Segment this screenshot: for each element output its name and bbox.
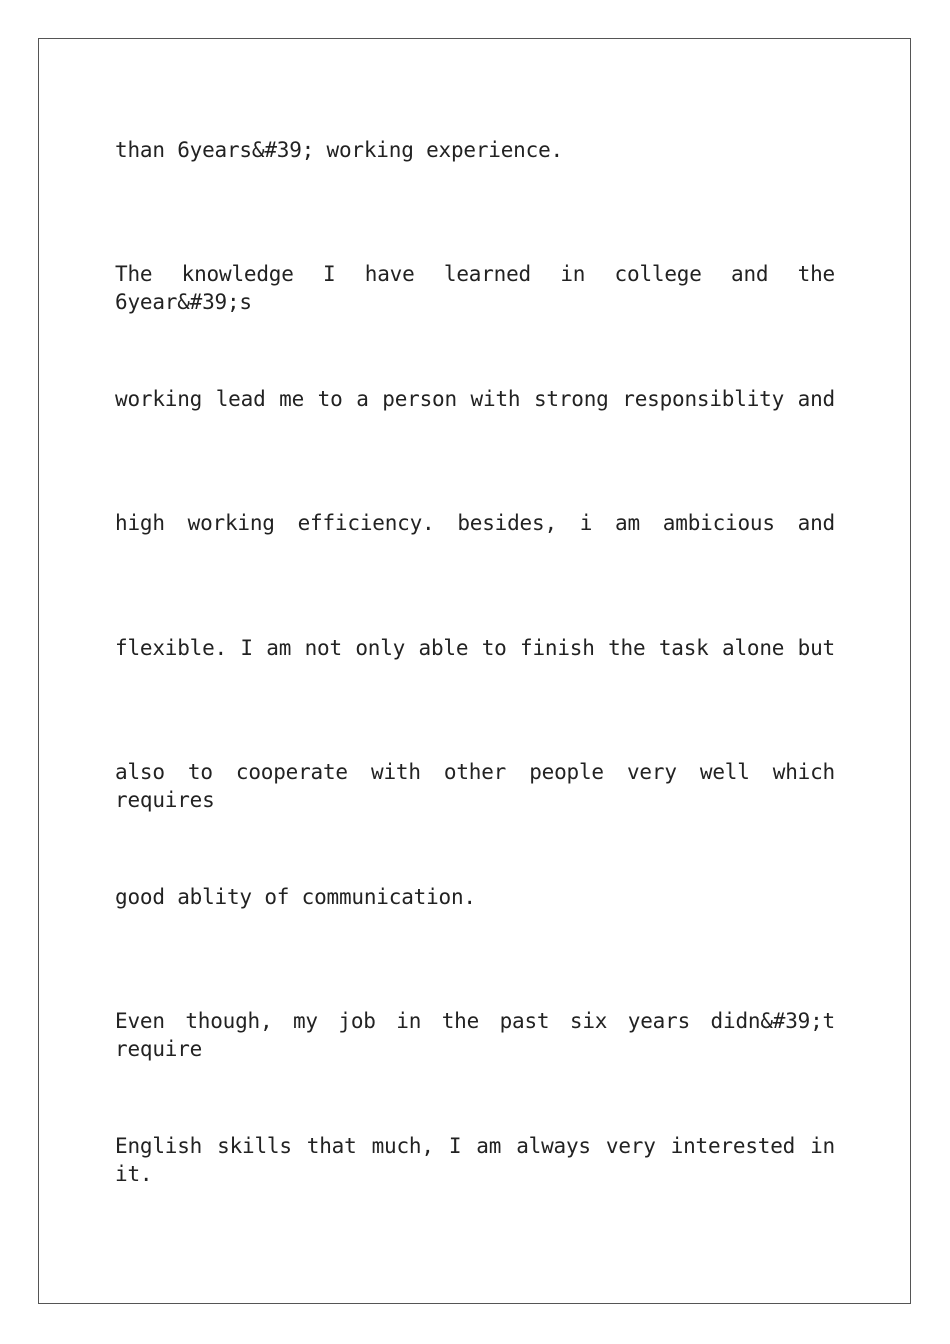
text-line-2: The knowledge I have learned in college and the 6year&#39;s [115, 262, 835, 314]
text-line-3: working lead me to a person with strong responsiblity and [115, 387, 835, 411]
text-line-5: flexible. I am not only able to finish the task alone but [115, 636, 835, 660]
text-line-9: English skills that much, I am always very interested in it. [115, 1134, 835, 1186]
page-frame [38, 38, 911, 1304]
text-line-7: good ablity of communication. [115, 885, 476, 909]
text-line-1: than 6years&#39; working experience. [115, 138, 563, 162]
text-line-6: also to cooperate with other people very well which requires [115, 760, 835, 812]
text-line-8: Even though, my job in the past six years didn&#39;t require [115, 1009, 835, 1061]
text-line-4: high working efficiency. besides, i am ambicious and [115, 511, 835, 535]
